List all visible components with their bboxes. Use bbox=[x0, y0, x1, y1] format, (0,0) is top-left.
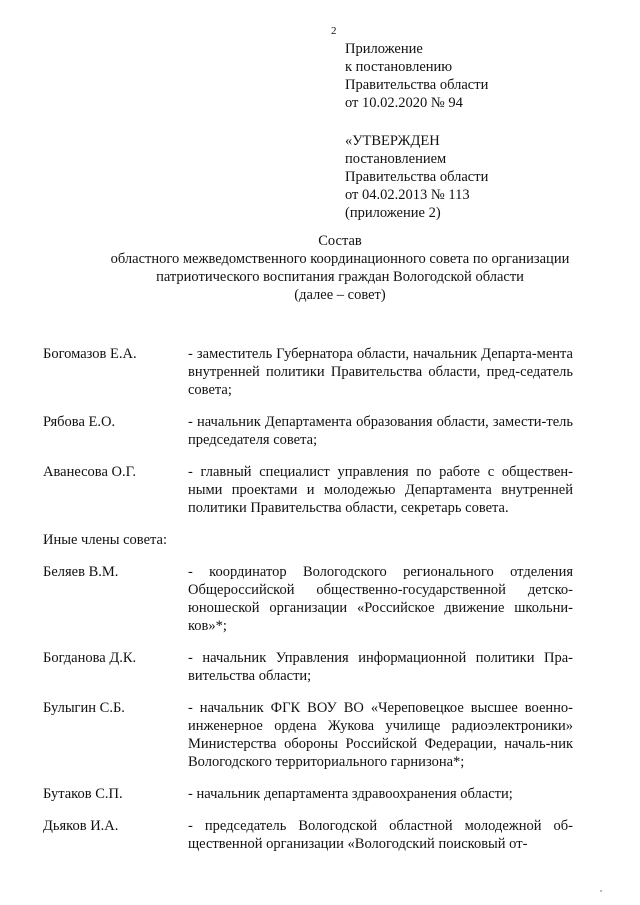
approved-line: (приложение 2) bbox=[345, 205, 441, 221]
page-number: 2 bbox=[331, 25, 337, 37]
member-row bbox=[43, 345, 573, 399]
member-row bbox=[43, 463, 573, 517]
member-name: Беляев В.М. bbox=[43, 564, 119, 580]
member-role: - начальник департамента здравоохранения области; bbox=[188, 786, 513, 802]
member-role: - начальник ФГК ВОУ ВО «Череповецкое высшее военно-инженерное ордена Жукова училище радиоэлектроники» Министерства обороны Российской Федерации, началь-ник Вологодского территориального гарнизона*; bbox=[188, 700, 573, 770]
member-row bbox=[43, 817, 573, 853]
members-list bbox=[43, 345, 573, 853]
title-line: (далее – совет) bbox=[294, 287, 386, 303]
title-line: областного межведомственного координационного совета по организации bbox=[110, 251, 570, 267]
member-name: Богданова Д.К. bbox=[43, 650, 137, 666]
appendix-line: Приложение bbox=[345, 41, 423, 57]
member-name: Булыгин С.Б. bbox=[43, 700, 125, 716]
member-role: - заместитель Губернатора области, начальник Департа-мента внутренней политики Правительства области, пред-седатель совета; bbox=[188, 346, 573, 398]
approved-line: постановлением bbox=[345, 151, 447, 167]
member-name: Дьяков И.А. bbox=[43, 818, 119, 834]
member-name: Богомазов Е.А. bbox=[43, 346, 137, 362]
scan-speck bbox=[600, 890, 602, 892]
title-line: патриотического воспитания граждан Вологодской области bbox=[156, 269, 524, 285]
document-title bbox=[80, 232, 600, 304]
approved-line: Правительства области bbox=[345, 169, 489, 185]
appendix-line: от 10.02.2020 № 94 bbox=[345, 95, 463, 111]
member-role: - председатель Вологодской областной молодежной об-щественной организации «Вологодский поисковый от- bbox=[188, 818, 573, 852]
member-role: - начальник Управления информационной политики Пра-вительства области; bbox=[188, 650, 573, 684]
appendix-header bbox=[345, 40, 488, 112]
member-name: Бутаков С.П. bbox=[43, 786, 123, 802]
member-row bbox=[43, 563, 573, 635]
member-row bbox=[43, 785, 573, 803]
section-label: Иные члены совета: bbox=[43, 532, 167, 548]
title-line: Состав bbox=[318, 233, 362, 249]
member-row bbox=[43, 699, 573, 771]
approved-header bbox=[345, 132, 488, 222]
member-name: Рябова Е.О. bbox=[43, 414, 116, 430]
member-role: - главный специалист управления по работе с обществен-ными проектами и молодежью Департамента внутренней политики Правительства области, секретарь совета. bbox=[188, 464, 573, 516]
appendix-line: к постановлению bbox=[345, 59, 453, 75]
approved-line: «УТВЕРЖДЕН bbox=[345, 133, 440, 149]
appendix-line: Правительства области bbox=[345, 77, 489, 93]
member-name: Аванесова О.Г. bbox=[43, 464, 136, 480]
member-row bbox=[43, 649, 573, 685]
member-row bbox=[43, 413, 573, 449]
approved-line: от 04.02.2013 № 113 bbox=[345, 187, 470, 203]
member-role: - начальник Департамента образования области, замести-тель председателя совета; bbox=[188, 414, 573, 448]
member-role: - координатор Вологодского регионального отделения Общероссийской общественно-государственной детско-юношеской организации «Российское движение школьни-ков»*; bbox=[188, 564, 573, 634]
